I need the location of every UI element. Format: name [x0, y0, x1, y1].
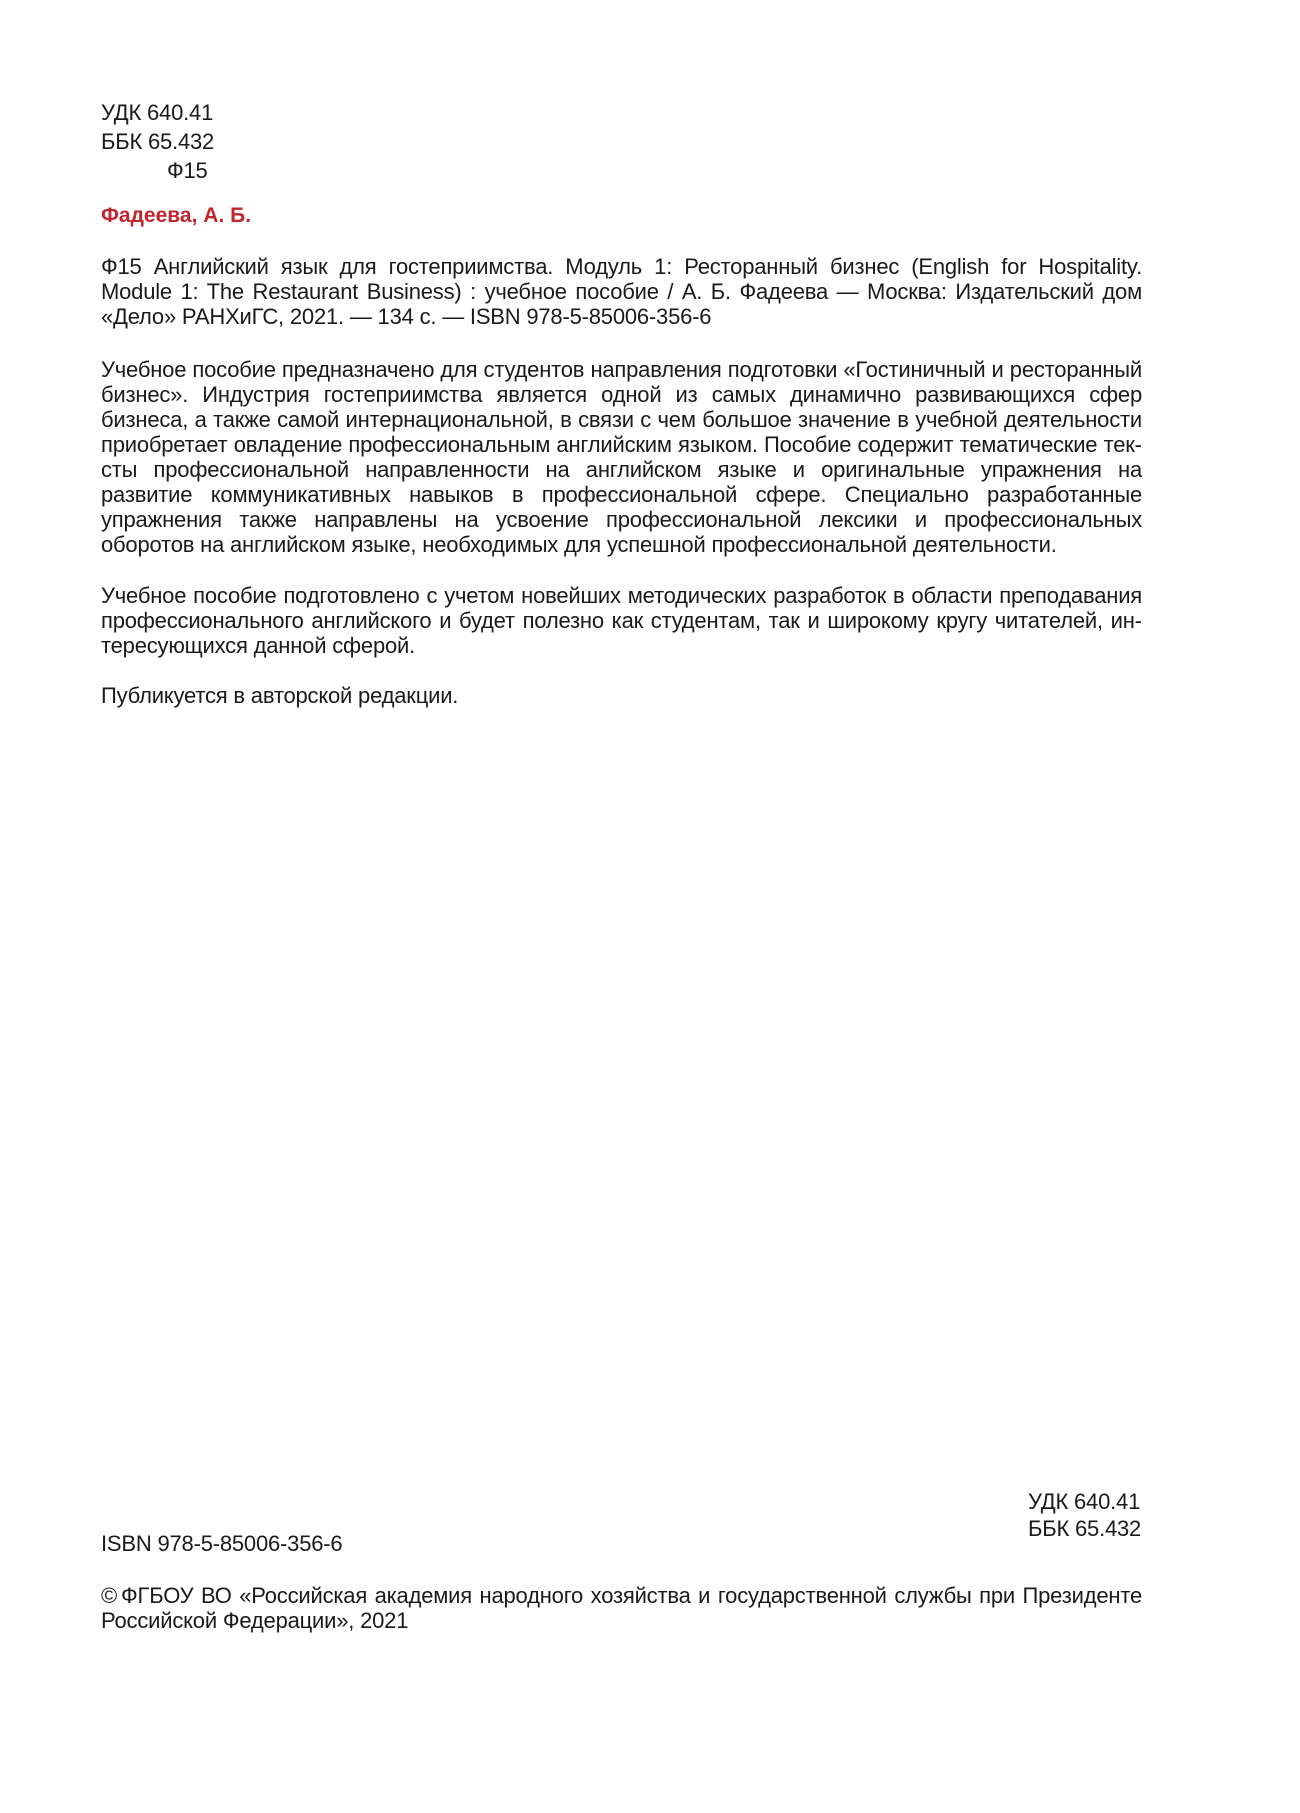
annotation-paragraph-2: Учебное пособие подготовлено с учетом новейших методических разработок в области преподавания профессионального английского и будет полезно как студентам, так и широкому кругу читателей, интересующихся данной сферой.	[101, 583, 1142, 658]
author-name: Фадеева, А. Б.	[101, 204, 252, 227]
udk-code-bottom: УДК 640.41	[1028, 1489, 1141, 1514]
isbn: ISBN 978-5-85006-356-6	[101, 1531, 343, 1556]
published-note: Публикуется в авторской редакции.	[101, 683, 459, 708]
udk-code: УДК 640.41	[101, 100, 214, 125]
annotation-paragraph: Учебное пособие предназначено для студентов направления подготовки «Гостиничный и ресторанный бизнес». Индустрия гостеприимства является одной из самых динамично развивающихся сфер бизнеса, а также самой интернациональной, в связи с чем большое значение в учебной деятельности приобретает овладение профессиональным английским языком. Пособие содержит тематические тексты профессиональной направленности на английском языке и оригинальные упражнения на развитие коммуникативных навыков в профессиональной сфере. Специально разработанные упражнения также направлены на усвоение профессиональной лексики и профессиональных оборотов на английском языке, необходимых для успешной профессиональной деятельности.	[101, 357, 1142, 557]
copyright-text: ФГБОУ ВО «Российская академия народного хозяйства и государственной службы при Президенте Российской Федерации», 2021	[101, 1583, 1142, 1633]
classification-block-bottom	[1028, 1488, 1141, 1542]
classification-block-top	[101, 98, 214, 185]
author-mark: Ф15	[167, 158, 208, 183]
copyright-sign: ©	[101, 1583, 118, 1608]
bbk-code-bottom: ББК 65.432	[1028, 1516, 1142, 1541]
bbk-code: ББК 65.432	[101, 129, 215, 154]
bibliographic-record: Ф15 Английский язык для гостеприимства. Модуль 1: Ресторанный бизнес (English for Hospitality. Module 1: The Restaurant Business) : учебное пособие / А. Б. Фадеева — Москва: Издательский дом «Дело» РАНХиГС, 2021. — 134 с. — ISBN 978-5-85006-356-6	[101, 254, 1142, 329]
copyright-notice	[101, 1583, 1142, 1633]
